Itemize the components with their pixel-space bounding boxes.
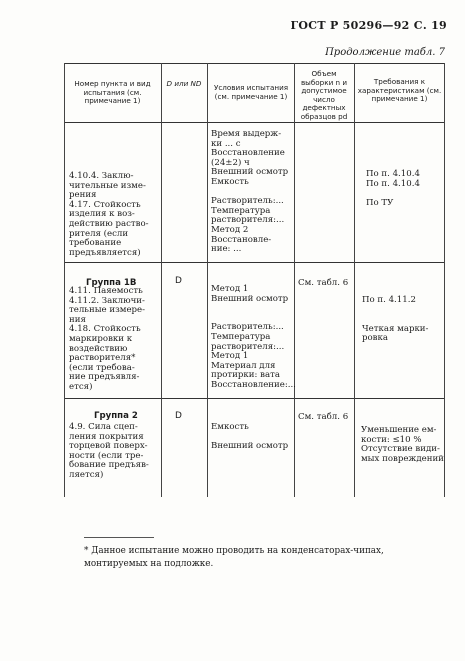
row2-conditions: Метод 1 Внешний осмотр Растворитель:... Температура растворителя:... Метод 1 Материал для протирки: вата Восстановление:... <box>211 284 296 390</box>
column-header-item: Номер пункта и вид испытания (см. примечание 1) <box>74 79 151 106</box>
row1-item: 4.10.4. Заклю- чительные изме- рения 4.17. Стойкость изделия к воз- действию раство- рителя (если требование предъявляется) <box>69 171 149 258</box>
footnote-rule <box>84 537 154 538</box>
row2-d-mark: D <box>175 276 182 286</box>
column-border <box>64 63 65 497</box>
table-top-rule <box>64 63 444 64</box>
column-header-conditions: Условия испытания (см. примечание 1) <box>213 83 289 101</box>
column-border <box>161 63 162 497</box>
row-divider <box>64 398 444 399</box>
row2-sample: См. табл. 6 <box>298 278 349 288</box>
column-border <box>354 63 355 497</box>
row3-conditions: Емкость Внешний осмотр <box>211 422 289 452</box>
row3-item: 4.9. Сила сцеп- ления покрытия торцевой поверх- ности (если тре- бование предъяв- ляется) <box>69 422 149 480</box>
column-header-requirements: Требования к характеристикам (см. примечание 1) <box>357 77 442 104</box>
row-divider <box>64 262 444 263</box>
group-1v-title: Группа 1В <box>86 278 137 288</box>
column-header-sample: Объем выборки n и допустимое число дефектных образцов pd <box>300 69 348 121</box>
row2-requirements: По п. 4.11.2 Четкая марки- ровка <box>362 295 429 344</box>
footnote: * Данное испытание можно проводить на конденсаторах-чипах, монтируемых на подложке. <box>84 546 384 569</box>
row3-d-mark: D <box>175 411 182 421</box>
continuation-label: Продолжение табл. 7 <box>325 47 445 58</box>
header-bottom-rule <box>64 122 444 123</box>
page-header: ГОСТ Р 50296—92 С. 19 <box>290 19 447 32</box>
row1-conditions: Время выдерж- ки ... с Восстановление (24±2) ч Внешний осмотр Емкость Растворитель:... Температура растворителя:... Метод 2 Восстановле- ние: ... <box>211 129 289 255</box>
column-border <box>207 63 208 497</box>
row1-requirements: По п. 4.10.4 По п. 4.10.4 По ТУ <box>366 169 420 208</box>
row2-item: 4.11. Паяемость 4.11.2. Заключи- тельные измере- ния 4.18. Стойкость маркировки к воздействию растворителя* (если требова- ние предъявля- ется) <box>69 286 146 392</box>
row3-requirements: Уменьшение ем- кости: ≤10 % Отсутствие види- мых повреждений <box>361 425 444 464</box>
column-header-d-nd: D или ND <box>166 79 202 88</box>
row3-sample: См. табл. 6 <box>298 412 349 422</box>
group-2-title: Группа 2 <box>94 411 138 421</box>
